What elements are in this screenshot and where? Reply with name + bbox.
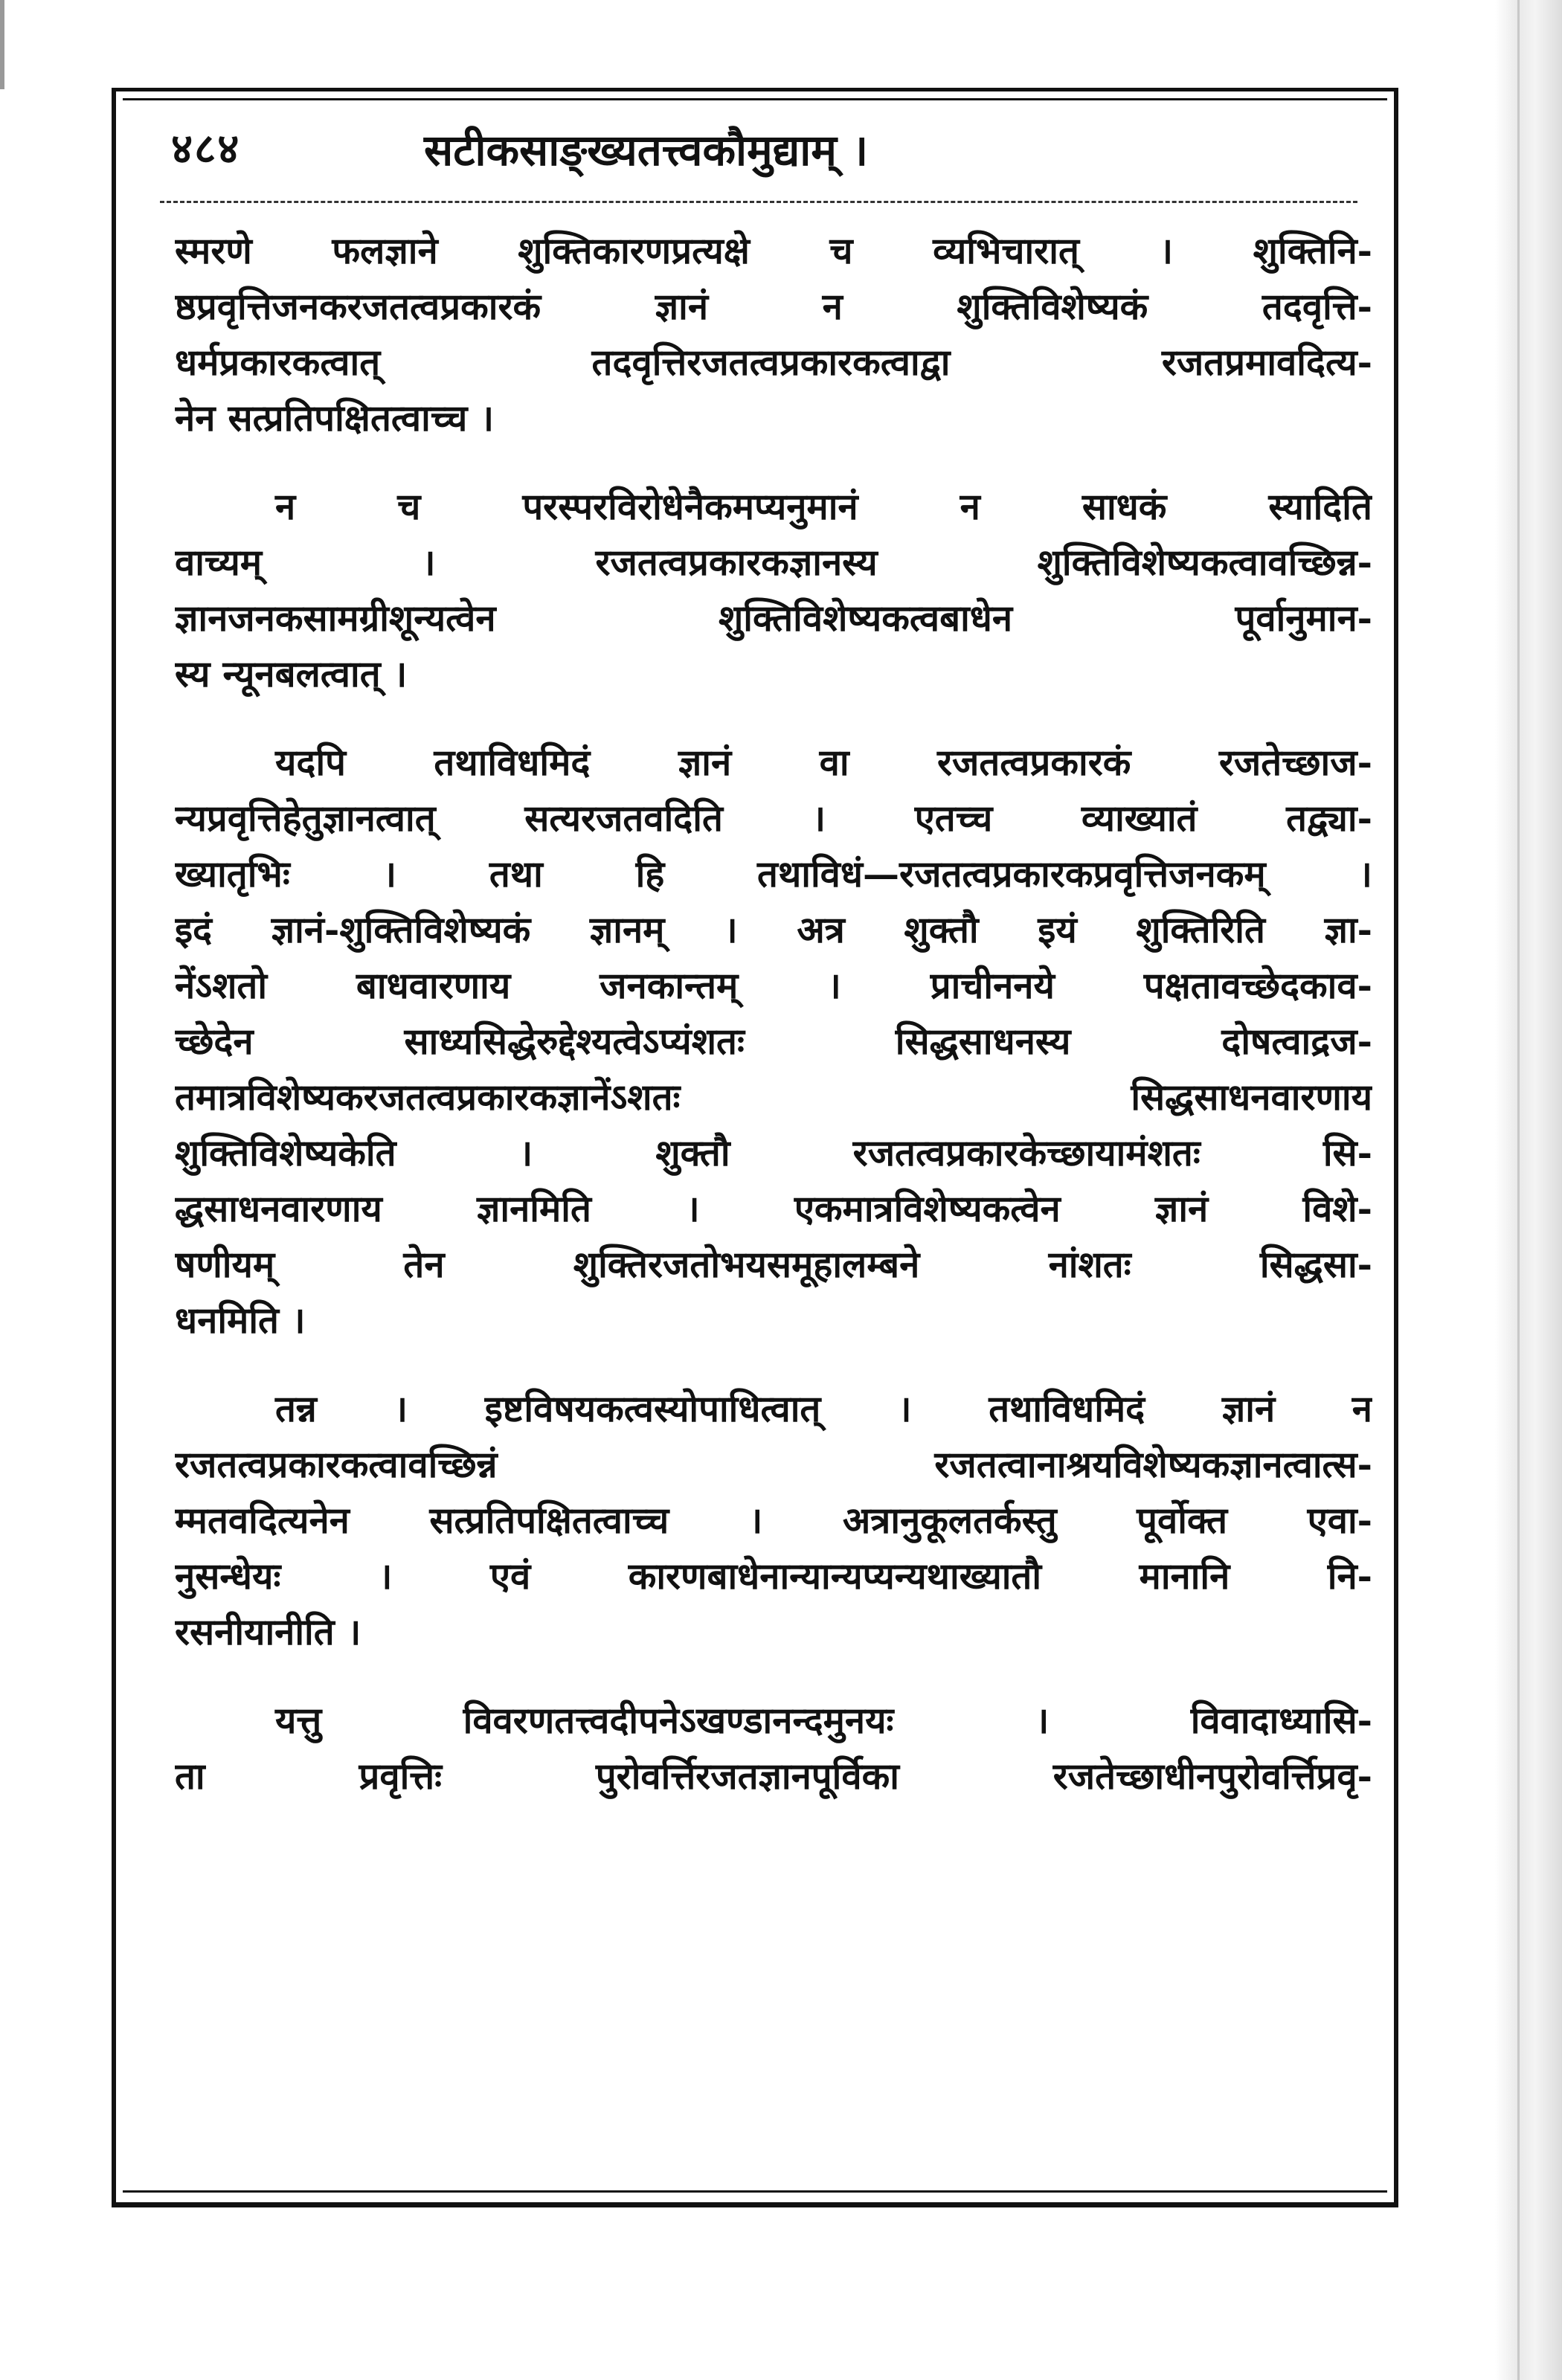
text-line: वाच्यम् । रजतत्वप्रकारकज्ञानस्य शुक्तिविशेष्यकत्वावच्छिन्न- <box>175 541 1372 584</box>
text-line: ष्ठप्रवृत्तिजनकरजतत्वप्रकारकं ज्ञानं न शुक्तिविशेष्यकं तदवृत्ति- <box>175 285 1372 328</box>
text-line: द्धसाधनवारणाय ज्ञानमिति । एकमात्रविशेष्यकत्वेन ज्ञानं विशे- <box>175 1187 1372 1230</box>
text-line: यत्तु विवरणतत्त्वदीपनेऽखण्डानन्दमुनयः । विवादाध्यासि- <box>275 1699 1372 1742</box>
paragraph <box>175 1381 1372 1660</box>
paragraph-gap <box>175 1348 1372 1381</box>
text-line: ता प्रवृत्तिः पुरोवर्त्तिरजतज्ञानपूर्विका रजतेच्छाधीनपुरोवर्त्तिप्रवृ- <box>175 1755 1372 1798</box>
paragraph-gap <box>175 1660 1372 1693</box>
paragraph <box>175 1693 1372 1804</box>
text-line: न्यप्रवृत्तिहेतुज्ञानत्वात् सत्यरजतवदिति । एतच्च व्याख्यातं तद्व्या- <box>175 797 1372 840</box>
frame-inner-bottom-rule <box>123 2190 1387 2193</box>
text-line: तन्न । इष्टविषयकत्वस्योपाधित्वात् । तथाविधमिदं ज्ञानं न <box>275 1387 1372 1430</box>
scan-edge-shading <box>1495 0 1562 2380</box>
header-rule <box>160 201 1357 203</box>
text-line: नेंऽशतो बाधवारणाय जनकान्तम् । प्राचीननये पक्षतावच्छेदकाव- <box>175 964 1372 1007</box>
text-line: नुसन्धेयः । एवं कारणबाधेनान्यान्यप्यन्यथाख्यातौ मानानि नि- <box>175 1554 1372 1598</box>
text-line: म्मतवदित्यनेन सत्प्रतिपक्षितत्वाच्च । अत्रानुकूलतर्कस्तु पूर्वोक्त एवा- <box>175 1499 1372 1542</box>
text-line: इदं ज्ञानं-शुक्तिविशेष्यकं ज्ञानम् । अत्र शुक्तौ इयं शुक्तिरिति ज्ञा- <box>175 908 1372 951</box>
text-line: स्य न्यूनबलत्वात् । <box>175 652 408 695</box>
text-line: षणीयम् तेन शुक्तिरजतोभयसमूहालम्बने नांशतः सिद्धसा- <box>175 1243 1372 1286</box>
text-line: धर्मप्रकारकत्वात् तदवृत्तिरजतत्वप्रकारकत्वाद्वा रजतप्रमावदित्य- <box>175 341 1372 384</box>
text-line: तमात्रविशेष्यकरजतत्वप्रकारकज्ञानेंऽशतः सिद्धसाधनवारणाय <box>175 1075 1372 1119</box>
scan-edge-line <box>1517 0 1520 2380</box>
text-line: धनमिति । <box>175 1299 306 1342</box>
paragraph <box>175 735 1372 1348</box>
text-line: न च परस्परविरोधेनैकमप्यनुमानं न साधकं स्यादिति <box>275 485 1372 528</box>
text-line: नेन सत्प्रतिपक्षितत्वाच्च । <box>175 396 495 440</box>
text-line: रजतत्वप्रकारकत्वावच्छिन्नं रजतत्वानाश्रयविशेष्यकज्ञानत्वात्स- <box>175 1443 1372 1486</box>
text-line: रसनीयानीति । <box>175 1610 361 1653</box>
text-line: स्मरणे फलज्ञाने शुक्तिकारणप्रत्यक्षे च व्यभिचारात् । शुक्तिनि- <box>175 229 1372 272</box>
paragraph <box>175 479 1372 702</box>
text-line: शुक्तिविशेष्यकेति । शुक्तौ रजतत्वप्रकारकेच्छायामंशतः सि- <box>175 1131 1372 1174</box>
page-header <box>164 119 1354 186</box>
text-line: यदपि तथाविधमिदं ज्ञानं वा रजतत्वप्रकारकं रजतेच्छाज- <box>275 741 1372 784</box>
paragraph <box>175 223 1372 446</box>
text-line: ख्यातृभिः । तथा हि तथाविधं—रजतत्वप्रकारकप्रवृत्तिजनकम् । <box>175 852 1372 895</box>
text-line: ज्ञानजनकसामग्रीशून्यत्वेन शुक्तिविशेष्यकत्वबाधेन पूर्वानुमान- <box>175 596 1372 640</box>
paragraph-gap <box>175 446 1372 479</box>
running-title: सटीकसाङ्ख्यतत्त्वकौमुद्याम् । <box>424 125 869 176</box>
frame-inner-top-rule <box>123 98 1387 100</box>
text-line: च्छेदेन साध्यसिद्धेरुद्देश्यत्वेऽप्यंशतः सिद्धसाधनस्य दोषत्वाद्रज- <box>175 1020 1372 1063</box>
body-text <box>175 223 1372 1804</box>
scan-left-mark <box>0 0 4 89</box>
page-number: ४८४ <box>171 124 241 173</box>
paragraph-gap <box>175 702 1372 735</box>
